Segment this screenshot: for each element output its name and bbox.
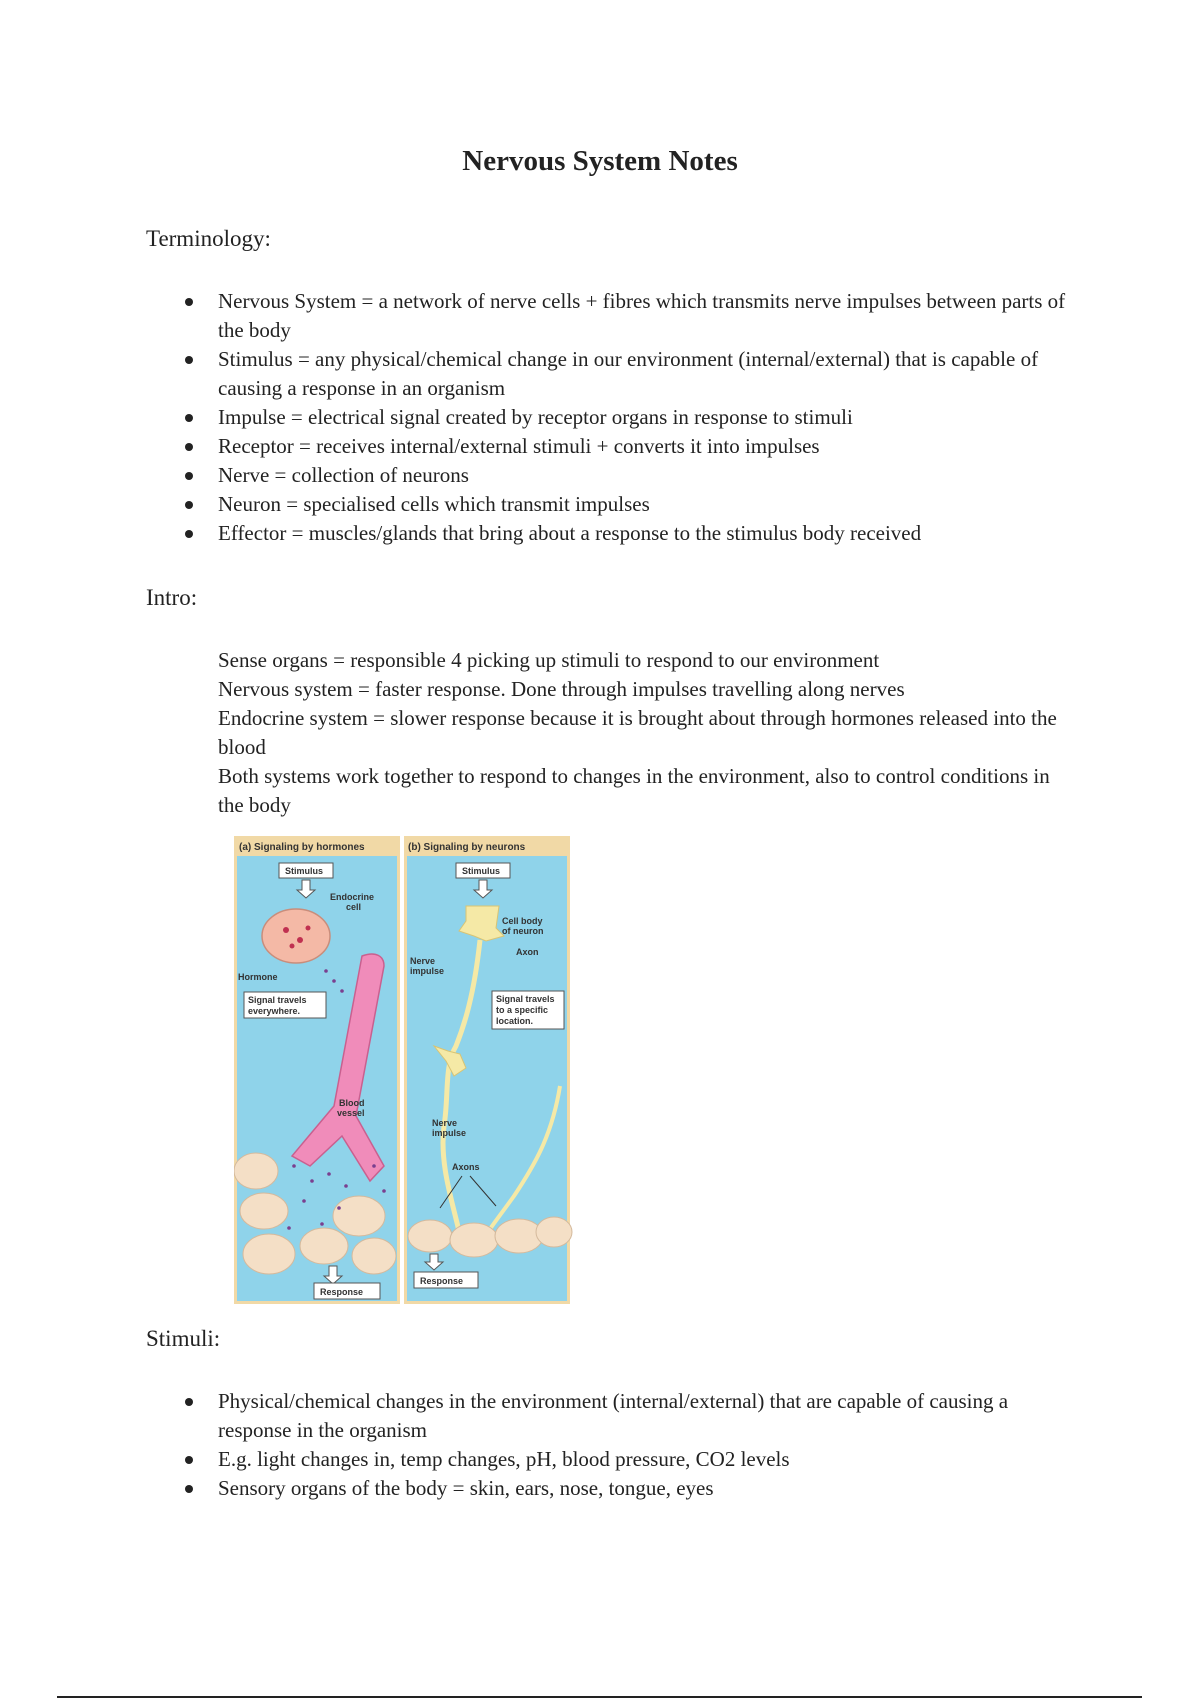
list-item: Nerve = collection of neurons [218, 461, 1068, 490]
stimuli-list [218, 1387, 1068, 1503]
cell-body-label-2: of neuron [502, 926, 544, 936]
dot [287, 1226, 291, 1230]
nerve-impulse-top-label-2: impulse [410, 966, 445, 976]
dot [337, 1206, 341, 1210]
dot [324, 969, 328, 973]
hormone-dot [306, 926, 311, 931]
stimulus-label-b: Stimulus [462, 866, 501, 876]
signaling-diagram [234, 836, 574, 1311]
hormone-dot [297, 937, 303, 943]
intro-line: Both systems work together to respond to changes in the environment, also to control conditions in the body [218, 764, 1050, 817]
signal-specific-label-1: Signal travels [496, 994, 555, 1004]
dot [344, 1184, 348, 1188]
blood-vessel-label-2: vessel [337, 1108, 365, 1118]
list-item: Nervous System = a network of nerve cells + fibres which transmits nerve impulses between parts of the body [218, 287, 1068, 345]
signal-everywhere-label-2: everywhere. [248, 1006, 301, 1016]
nerve-impulse-bottom-label-2: impulse [432, 1128, 467, 1138]
response-label-a: Response [320, 1287, 364, 1297]
panel-b-title: (b) Signaling by neurons [408, 842, 526, 853]
intro-heading: Intro: [146, 585, 198, 610]
signal-specific-label-3: location. [496, 1016, 534, 1026]
stimulus-label-a: Stimulus [285, 866, 324, 876]
intro-line: Sense organs = responsible 4 picking up stimuli to respond to our environment [218, 648, 880, 672]
dot [327, 1172, 331, 1176]
dot [302, 1199, 306, 1203]
hormone-dot [283, 927, 289, 933]
response-label-b: Response [420, 1276, 464, 1286]
dot [320, 1222, 324, 1226]
cell [352, 1238, 396, 1274]
cell [243, 1234, 295, 1274]
dot [340, 989, 344, 993]
list-item: Impulse = electrical signal created by receptor organs in response to stimuli [218, 403, 1068, 432]
dot [292, 1164, 296, 1168]
list-item: Stimulus = any physical/chemical change in our environment (internal/external) that is capable of causing a response in an organism [218, 345, 1068, 403]
cell [240, 1193, 288, 1229]
dot [372, 1164, 376, 1168]
list-item: Neuron = specialised cells which transmit impulses [218, 490, 1068, 519]
list-item: Physical/chemical changes in the environment (internal/external) that are capable of causing a response in the organism [218, 1387, 1068, 1445]
signal-everywhere-label-1: Signal travels [248, 995, 307, 1005]
footer-divider [57, 1696, 1142, 1698]
cell [234, 1153, 278, 1189]
list-item: Receptor = receives internal/external stimuli + converts it into impulses [218, 432, 1068, 461]
endocrine-cell [262, 909, 330, 963]
terminology-list [218, 287, 1068, 548]
endocrine-label-1: Endocrine [330, 892, 375, 902]
cell [333, 1196, 385, 1236]
axons-label: Axons [452, 1162, 480, 1172]
panel-a-title: (a) Signaling by hormones [239, 842, 365, 853]
terminology-heading: Terminology: [146, 226, 271, 251]
signal-specific-label-2: to a specific [496, 1005, 549, 1015]
cell [300, 1228, 348, 1264]
list-item: E.g. light changes in, temp changes, pH, blood pressure, CO2 levels [218, 1445, 1068, 1474]
cell [536, 1217, 572, 1247]
cell [450, 1223, 498, 1257]
hormone-label: Hormone [238, 972, 278, 982]
dot [310, 1179, 314, 1183]
axon-label: Axon [516, 947, 539, 957]
dot [332, 979, 336, 983]
page-title: Nervous System Notes [462, 145, 738, 177]
blood-vessel-label-1: Blood [339, 1098, 365, 1108]
signaling-diagram-svg [234, 836, 574, 1311]
cell [408, 1220, 452, 1252]
cell-body-label-1: Cell body [502, 916, 543, 926]
intro-paragraphs [218, 646, 1068, 820]
list-item: Effector = muscles/glands that bring about a response to the stimulus body received [218, 519, 1068, 548]
list-item: Sensory organs of the body = skin, ears, nose, tongue, eyes [218, 1474, 1068, 1503]
stimuli-heading: Stimuli: [146, 1326, 221, 1351]
intro-line: Endocrine system = slower response because it is brought about through hormones released into the blood [218, 706, 1057, 759]
nerve-impulse-bottom-label-1: Nerve [432, 1118, 458, 1128]
hormone-dot [290, 944, 295, 949]
cell [495, 1219, 543, 1253]
intro-line: Nervous system = faster response. Done through impulses travelling along nerves [218, 677, 905, 701]
endocrine-label-2: cell [346, 902, 362, 912]
nerve-impulse-top-label-1: Nerve [410, 956, 436, 966]
dot [382, 1189, 386, 1193]
